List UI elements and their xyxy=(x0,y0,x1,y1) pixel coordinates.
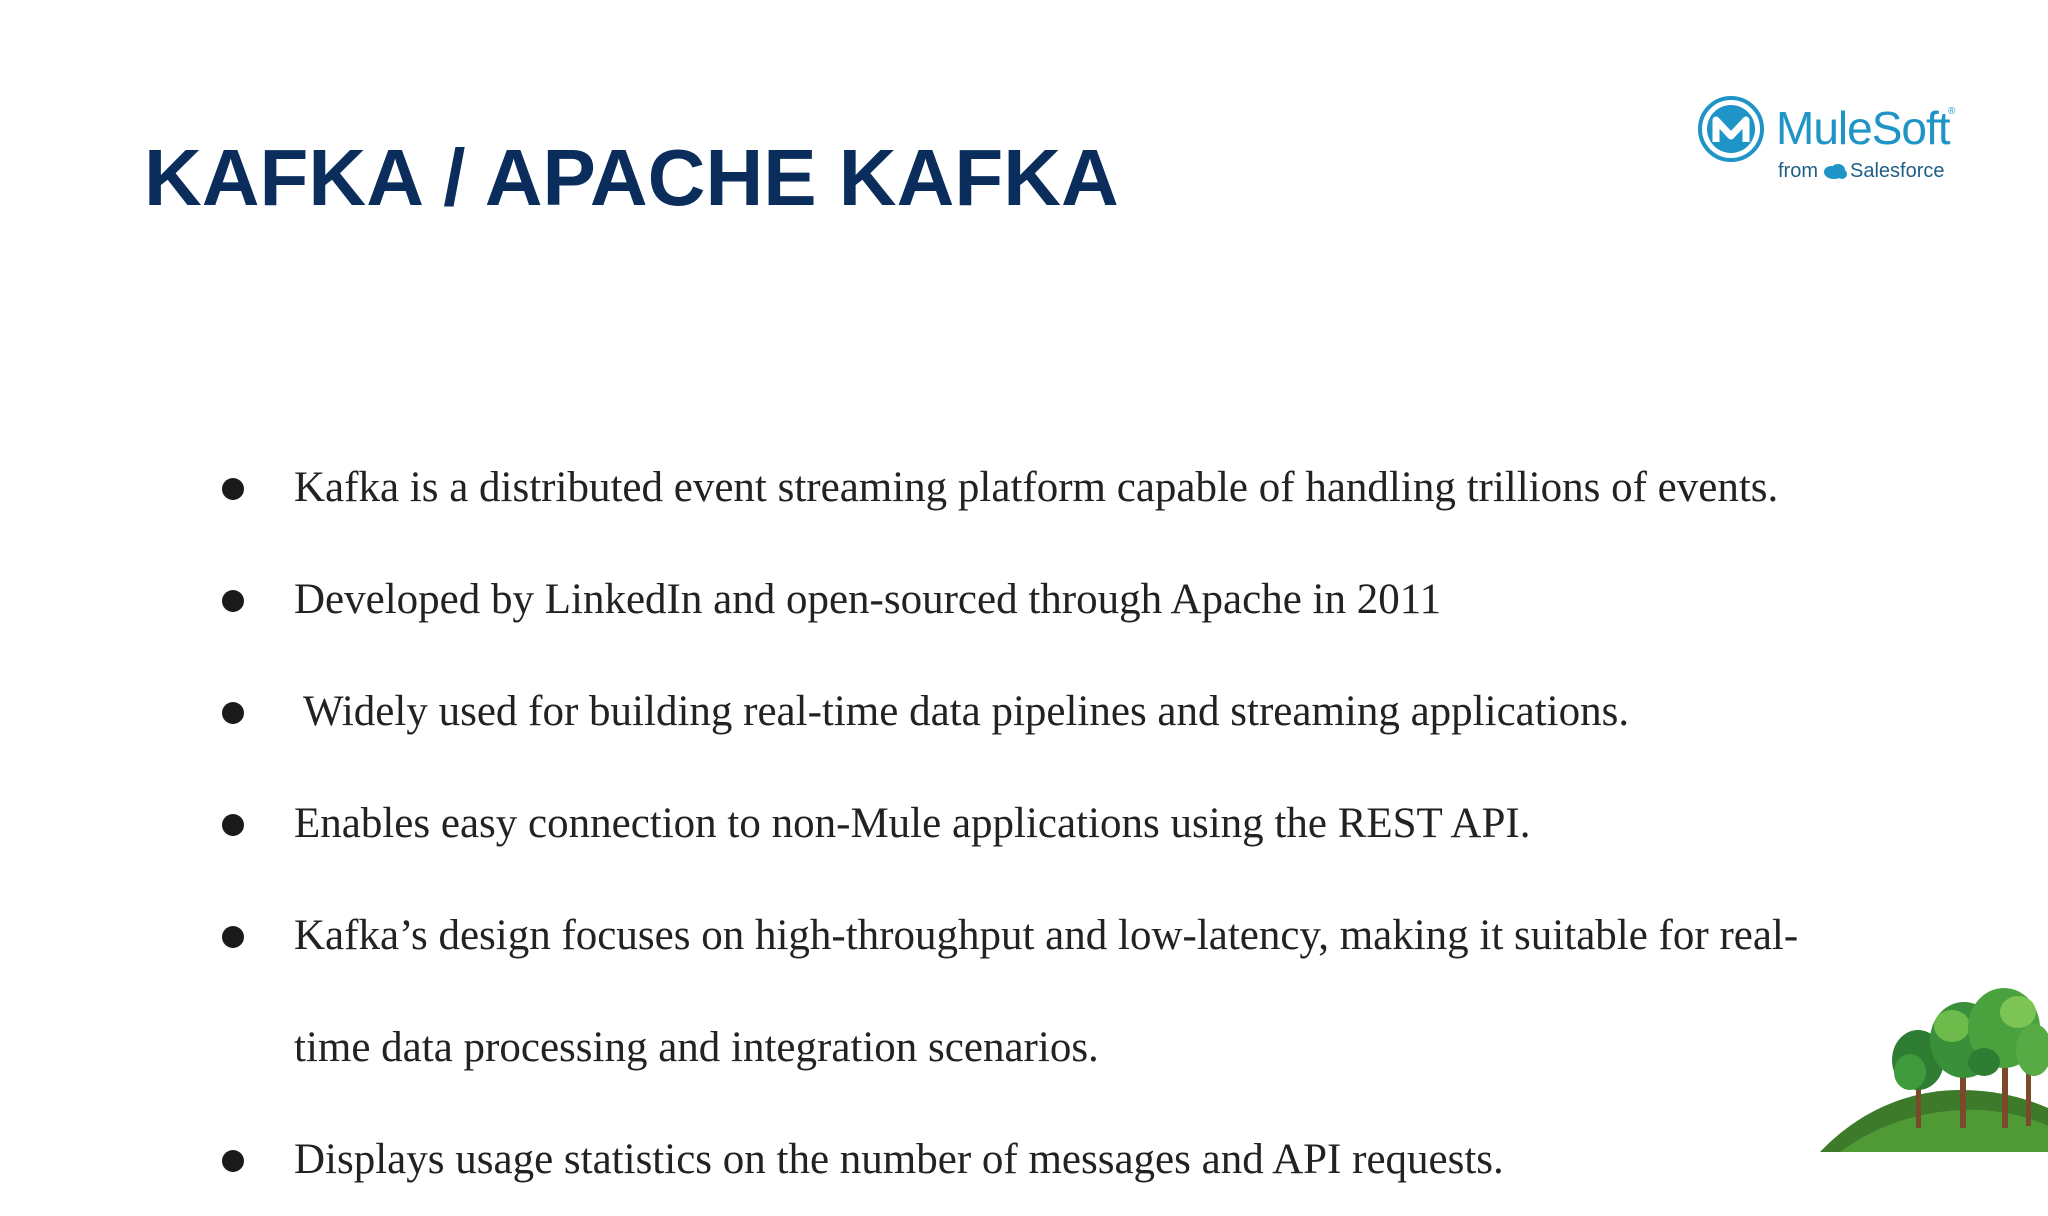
bullet-text-line-1: Kafka’s design focuses on high-throughput and low-latency, making it suitable for real- xyxy=(294,912,1799,959)
bullet-item xyxy=(0,1104,2048,1216)
bullet-dot-icon xyxy=(222,1150,244,1172)
bullet-item xyxy=(0,880,2048,1104)
bullet-dot-icon xyxy=(222,926,244,948)
mulesoft-logo xyxy=(1696,94,1956,184)
salesforce-cloud-icon xyxy=(1822,162,1848,180)
bullet-text: Displays usage statistics on the number of messages and API requests. xyxy=(294,1136,1504,1183)
bullet-text: Widely used for building real-time data pipelines and streaming applications. xyxy=(303,688,1630,735)
bullet-item xyxy=(0,768,2048,880)
logo-wordmark: MuleSoft xyxy=(1776,102,1950,154)
bullet-text: Enables easy connection to non-Mule applications using the REST API. xyxy=(294,800,1531,847)
slide-title: KAFKA / APACHE KAFKA xyxy=(144,133,1119,222)
bullet-list xyxy=(0,432,2048,1216)
logo-from-text: from xyxy=(1778,159,1818,182)
logo-tagline xyxy=(1778,158,1945,184)
bullet-text: Kafka is a distributed event streaming platform capable of handling trillions of events. xyxy=(294,464,1779,511)
bullet-item xyxy=(0,432,2048,544)
bullet-item xyxy=(0,656,2048,768)
bullet-dot-icon xyxy=(222,590,244,612)
bullet-dot-icon xyxy=(222,702,244,724)
bullet-text-line-2: time data processing and integration scenarios. xyxy=(294,1024,1099,1071)
bullet-dot-icon xyxy=(222,814,244,836)
mulesoft-m-logo-icon xyxy=(1696,94,1766,164)
logo-partner-text: Salesforce xyxy=(1850,159,1945,182)
logo-registered-mark: ® xyxy=(1948,106,1956,117)
bullet-dot-icon xyxy=(222,478,244,500)
trees-illustration-icon xyxy=(1820,990,2048,1152)
bullet-item xyxy=(0,544,2048,656)
bullet-text: Developed by LinkedIn and open-sourced through Apache in 2011 xyxy=(294,576,1442,623)
